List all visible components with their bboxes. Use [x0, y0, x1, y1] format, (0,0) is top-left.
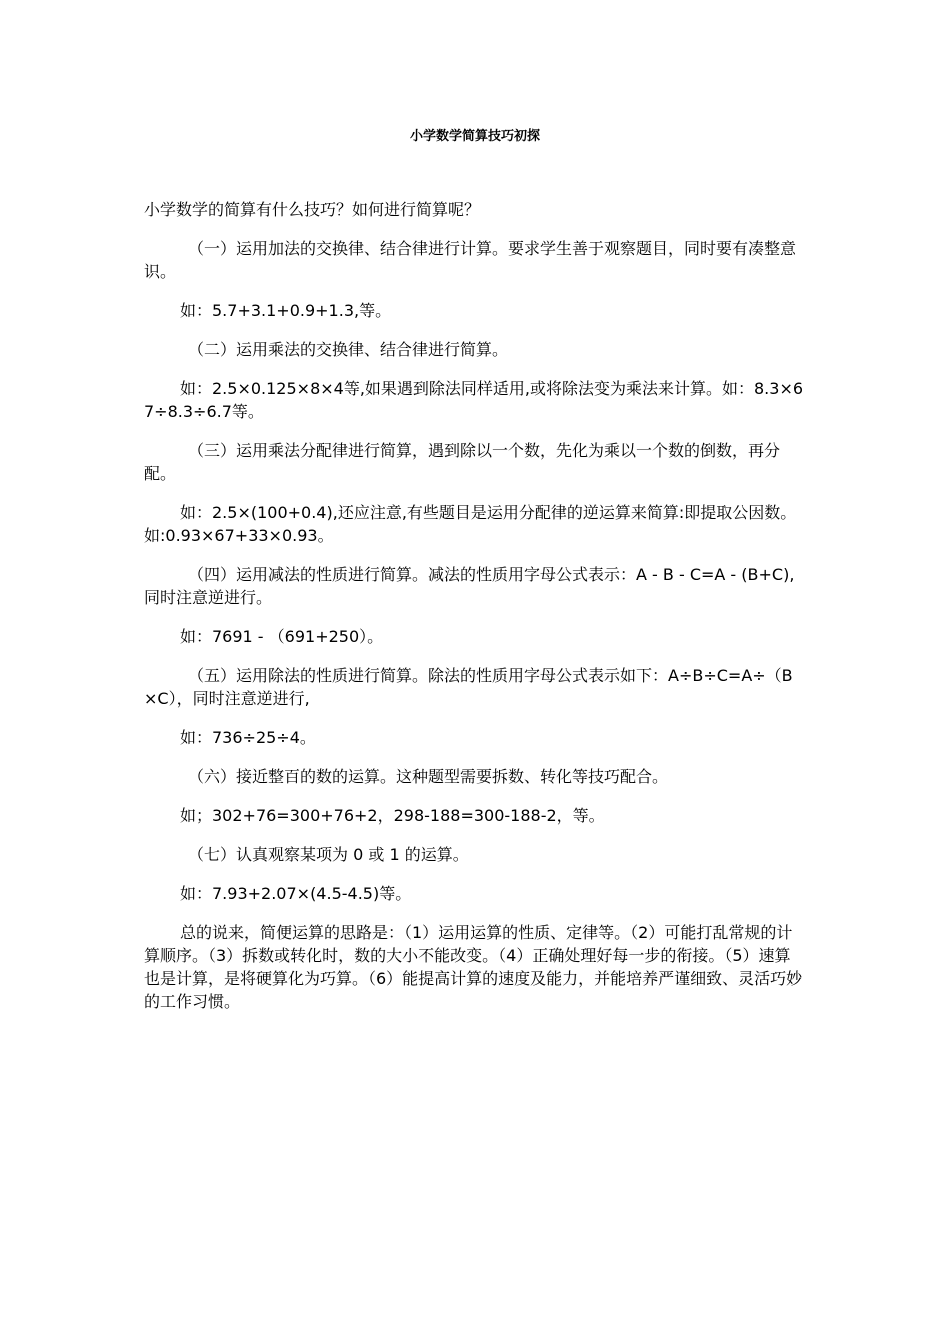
document-title: 小学数学简算技巧初探 [409, 129, 540, 144]
document-body [144, 198, 806, 1029]
paragraph-example-7: 如：7.93+2.07×(4.5-4.5)等。 [180, 884, 412, 903]
paragraph-rule-1: （一）运用加法的交换律、结合律进行计算。要求学生善于观察题目，同时要有凑整意识。 [144, 239, 797, 281]
paragraph-example-4: 如：7691 - （691+250）。 [180, 627, 384, 646]
paragraph-example-2: 如：2.5×0.125×8×4等,如果遇到除法同样适用,或将除法变为乘法来计算。如：8.3×67÷8.3÷6.7等。 [144, 379, 804, 421]
paragraph-rule-7: （七）认真观察某项为 0 或 1 的运算。 [188, 845, 469, 864]
paragraph-example-6: 如；302+76=300+76+2，298-188=300-188-2，等。 [180, 806, 605, 825]
paragraph-example-5: 如：736÷25÷4。 [180, 728, 316, 747]
paragraph-rule-2: （二）运用乘法的交换律、结合律进行简算。 [188, 340, 509, 359]
paragraph-rule-5: （五）运用除法的性质进行简算。除法的性质用字母公式表示如下：A÷B÷C=A÷（B×C），同时注意逆进行, [144, 666, 793, 708]
paragraph-rule-4: （四）运用减法的性质进行简算。减法的性质用字母公式表示：A - B - C=A - (B+C),同时注意逆进行。 [144, 565, 795, 607]
paragraph-example-1: 如：5.7+3.1+0.9+1.3,等。 [180, 301, 392, 320]
paragraph-rule-6: （六）接近整百的数的运算。这种题型需要拆数、转化等技巧配合。 [188, 767, 669, 786]
paragraph-rule-3: （三）运用乘法分配律进行简算，遇到除以一个数，先化为乘以一个数的倒数，再分配。 [144, 441, 781, 483]
paragraph-summary: 总的说来，简便运算的思路是：（1）运用运算的性质、定律等。（2）可能打乱常规的计算顺序。（3）拆数或转化时，数的大小不能改变。（4）正确处理好每一步的衔接。（5）速算也是计算，是将硬算化为巧算。（6）能提高计算的速度及能力，并能培养严谨细致、灵活巧妙的工作习惯。 [144, 923, 803, 1011]
paragraph-example-3: 如：2.5×(100+0.4),还应注意,有些题目是运用分配律的逆运算来简算:即提取公因数。如:0.93×67+33×0.93。 [144, 503, 797, 545]
intro-paragraph: 小学数学的简算有什么技巧？如何进行简算呢？ [144, 200, 481, 219]
